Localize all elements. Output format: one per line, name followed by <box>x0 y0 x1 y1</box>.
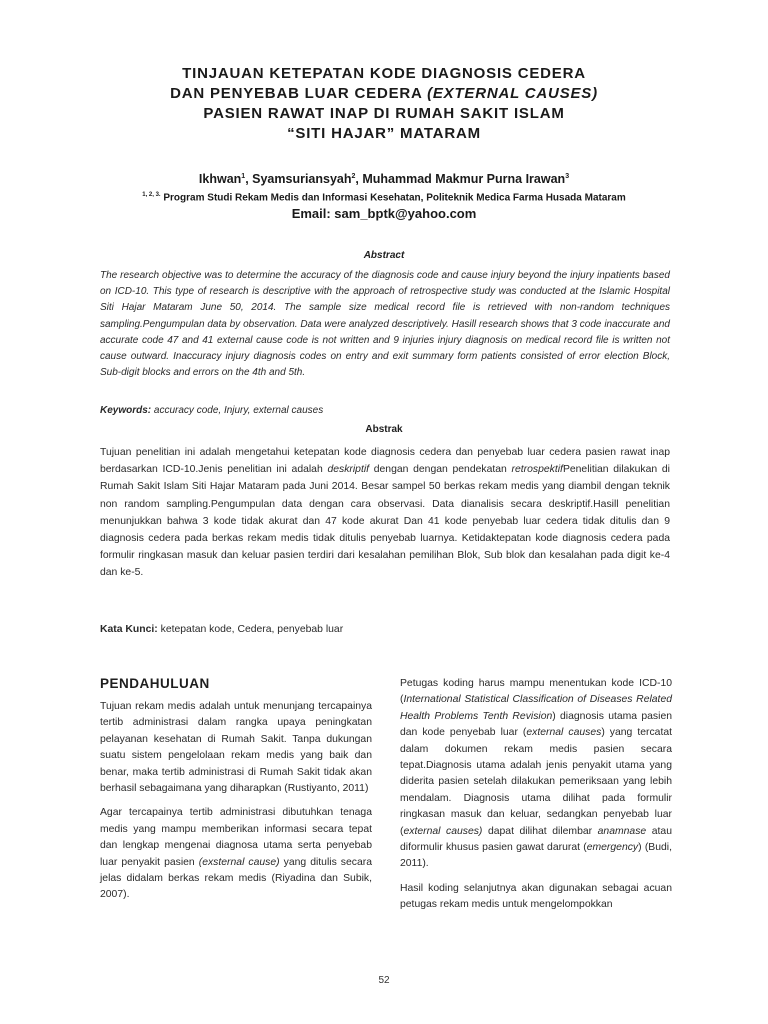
author-2-sup: 2 <box>351 172 356 180</box>
abstrak-italic-2: retrospektif <box>511 464 563 476</box>
para-text: Agar tercapainya tertib administrasi dibutuhkan tenaga medis yang mampu memberikan informasi secara tepat dan lengkap mengenai diagnosa utama serta penyebab luar penyakit pasien <box>100 807 372 868</box>
body-paragraph <box>100 805 372 903</box>
affiliation <box>90 192 678 203</box>
kata-kunci <box>100 624 670 635</box>
keywords <box>100 405 670 416</box>
abstrak-text <box>100 444 670 582</box>
affiliation-text: Program Studi Rekam Medis dan Informasi Kesehatan, Politeknik Medica Farma Husada Mataram <box>160 192 626 204</box>
keywords-label: Keywords: <box>100 405 152 416</box>
para-text: Petugas koding harus mampu menentukan kode ICD-10 ( <box>400 678 672 706</box>
body-paragraph: Hasil koding selanjutnya akan digunakan sebagai acuan petugas rekam medis untuk mengelompokkan <box>400 882 672 911</box>
left-column <box>100 676 372 912</box>
abstrak-italic-1: deskriptif <box>327 464 370 476</box>
title-line-1: TINJAUAN KETEPATAN KODE DIAGNOSIS CEDERA <box>182 65 586 82</box>
paper-title <box>100 64 668 144</box>
para-text: ) yang tercatat dalam dokumen rekam medis pasien secara tepat.Diagnosis utama adalah jenis penyakit utama yang diderita pasien setelah dilakukan pemeriksaan yang lebih mendalam. Diagnosis utama dilihat pada formulir ringkasan masuk dan keluar, sedangkan penyebab luar ( <box>400 727 672 837</box>
author-list <box>100 172 668 186</box>
author-3: , Muhammad Makmur Purna Irawan <box>355 172 566 186</box>
abstract-text: The research objective was to determine the accuracy of the diagnosis code and cause injury beyond the injury inpatients based on ICD-10. This type of research is descriptive with the approach of retrospective study was conducted at the Islamic Hospital Siti Hajar Mataram June 50, 2014. The sample size medical record file is retrieved with non-random techniques sampling.Pengumpulan data by observation. Data were analyzed descriptively. Hasill research shows that 3 code inaccurate and accurate code 47 and 41 external cause code is not written and 9 injuries injury diagnosis on medical record file is written not cause outward. Inaccuracy injury diagnosis codes on entry and exit summary form patients consisted of error election Block, Sub-digit blocks and errors on the 4th and 5th. <box>100 270 670 379</box>
title-line-3: PASIEN RAWAT INAP DI RUMAH SAKIT ISLAM <box>203 105 565 122</box>
para-text: ) (Budi, 2011). <box>400 842 672 870</box>
body-paragraph: Tujuan rekam medis adalah untuk menunjang tercapainya tertib administrasi dalam rangka upaya peningkatan pelayanan kesehatan di Rumah Sakit. Tanpa dukungan suatu sistem pengelolaan rekam medis yang baik dan benar, maka tertib administrasi di Rumah Sakit tidak akan berhasil sebagaimana yang diharapkan (Rustiyanto, 2011) <box>100 701 372 795</box>
para-italic: external causes) <box>403 825 483 837</box>
affiliation-sup: 1, 2, 3. <box>142 192 161 198</box>
title-line-2-italic: (EXTERNAL CAUSES) <box>427 85 598 102</box>
para-italic: International Statistical Classification of Diseases Related Health Problems Tenth Revision <box>400 694 672 722</box>
author-3-sup: 3 <box>565 172 570 180</box>
para-text: ) diagnosis utama pasien dan kode penyebab luar ( <box>400 710 672 739</box>
author-email: Email: sam_bptk@yahoo.com <box>291 206 477 221</box>
para-italic: (exsternal cause) <box>198 856 280 868</box>
kata-kunci-label: Kata Kunci: <box>100 624 158 635</box>
title-line-2 <box>100 84 668 104</box>
abstrak-text-3: Penelitian dilakukan di Rumah Sakit Islam Siti Hajar Mataram pada Juni 2014. Besar sampel 50 berkas rekam medis yang diambil dengan teknik non random sampling.Pengumpulan data dengan cara observasi. Data dianalisis secara deskriptif.Hasill penelitian menunjukkan bahwa 3 kode tidak akurat dan 47 kode akurat Dan 41 kode penyebab luar cedera tidak ditulis dan 9 diagnosis cedera pada berkas rekam medis tidak ditulis penyebab luarnya. Ketidaktepatan kode diagnosis cedera pada formulir ringkasan masuk dan keluar pasien terdiri dari kesalahan pemilihan Blok, Sub blok dan kesalahan pada digit ke-4 dan ke-5. <box>100 464 670 579</box>
title-line-2-main: DAN PENYEBAB LUAR CEDERA <box>170 85 428 102</box>
abstrak-heading: Abstrak <box>365 424 403 435</box>
para-text: dapat dilihat dilembar <box>482 825 598 837</box>
page-number: 52 <box>378 975 390 986</box>
abstract-heading: Abstract <box>363 250 405 261</box>
para-italic: anamnase <box>597 825 647 837</box>
body-paragraph <box>400 676 672 873</box>
para-italic: emergency <box>586 842 639 854</box>
para-text: yang ditulis secara jelas didalam berkas rekam medis (Riyadina dan Subik, 2007). <box>100 856 372 901</box>
author-1-sup: 1 <box>241 172 246 180</box>
title-line-4: “SITI HAJAR” MATARAM <box>287 125 481 142</box>
kata-kunci-text: ketepatan kode, Cedera, penyebab luar <box>157 624 344 635</box>
right-column <box>400 676 672 922</box>
keywords-text: accuracy code, Injury, external causes <box>151 405 324 416</box>
author-2: , Syamsuriansyah <box>245 172 352 186</box>
author-1: Ikhwan <box>198 172 242 186</box>
abstrak-text-1: Tujuan penelitian ini adalah mengetahui ketepatan kode diagnosis cedera dan penyebab luar cedera pasien rawat inap berdasarkan ICD-10.Jenis penelitian ini adalah <box>100 447 670 476</box>
abstrak-text-2: dengan dengan pendekatan <box>369 464 512 476</box>
para-italic: external causes <box>526 727 602 739</box>
para-text: atau diformulir khusus pasien gawat darurat ( <box>400 825 672 854</box>
section-heading-pendahuluan: PENDAHULUAN <box>100 676 210 691</box>
